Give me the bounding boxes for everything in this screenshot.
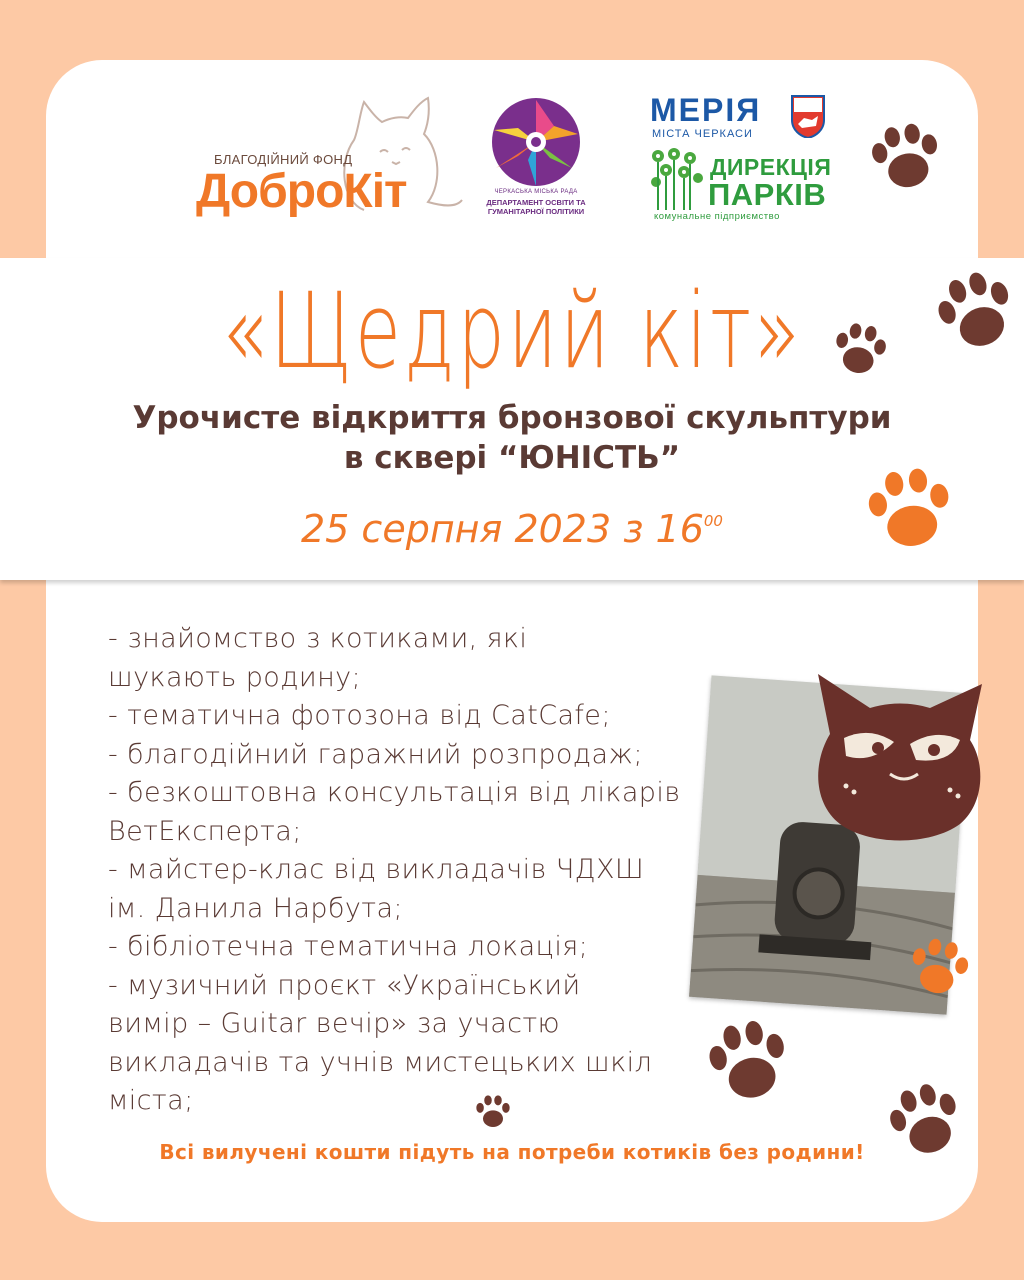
- people-circle-icon: [478, 96, 594, 188]
- program-line: викладачів та учнів мистецьких шкіл: [108, 1046, 653, 1078]
- footer-note: Всі вилучені кошти підуть на потреби котиків без родини!: [159, 1140, 865, 1164]
- paw-print-icon: [828, 318, 892, 382]
- parks-directorate: ДИРЕКЦІЯ: [710, 154, 832, 180]
- cat-face-icon: [800, 664, 996, 846]
- paw-print-icon: [860, 462, 960, 558]
- department-line1: ДЕПАРТАМЕНТ ОСВІТИ ТА: [486, 198, 586, 207]
- program-line: - благодійний гаражний розпродаж;: [108, 738, 643, 770]
- parks-title: ПАРКІВ: [708, 177, 827, 212]
- program-line: - тематична фотозона від CatCafe;: [108, 700, 611, 731]
- program-line: - бібліотечна тематична локація;: [108, 931, 589, 962]
- event-subtitle-line2: в сквері “ЮНІСТЬ”: [343, 440, 681, 476]
- meria-subtitle: МІСТА ЧЕРКАСИ: [652, 128, 753, 140]
- event-title: «Щедрий кіт»: [221, 270, 803, 392]
- program-line: шукають родину;: [108, 661, 362, 693]
- program-line: міста;: [108, 1085, 194, 1116]
- program-line: - знайомство з котиками, які: [108, 623, 528, 654]
- dobrokit-logo: [196, 92, 468, 230]
- program-line: ім. Данила Нарбута;: [108, 892, 403, 924]
- flowers-icon: [648, 148, 708, 212]
- event-date-text: 25 серпня 2023 з 16: [301, 507, 704, 551]
- paw-print-icon: [702, 1016, 796, 1110]
- program-line: - майстер-клас від викладачів ЧДХШ: [108, 854, 645, 885]
- paw-print-icon: [864, 118, 948, 196]
- program-line: - музичний проєкт «Український: [108, 969, 581, 1001]
- program-line: ВетЕксперта;: [108, 815, 302, 847]
- event-time-minutes: 00: [703, 512, 723, 530]
- program-list: [108, 620, 738, 1121]
- parks-logo: [648, 148, 838, 226]
- program-line: вимір – Guitar вечір» за участю: [108, 1008, 560, 1039]
- fund-label: БЛАГОДІЙНИЙ ФОНД: [214, 152, 353, 167]
- program-line: - безкоштовна консультація від лікарів: [108, 777, 681, 808]
- council-label: ЧЕРКАСЬКА МІСЬКА РАДА: [494, 189, 578, 195]
- department-label: [478, 198, 594, 216]
- paw-print-icon: [932, 268, 1022, 358]
- coat-of-arms-icon: [790, 94, 826, 138]
- department-line2: ГУМАНІТАРНОЇ ПОЛІТИКИ: [487, 207, 585, 216]
- meria-logo: [648, 92, 838, 142]
- meria-title: МЕРІЯ: [650, 92, 762, 128]
- paw-print-icon: [472, 1092, 514, 1132]
- event-subtitle-line1: Урочисте відкриття бронзової скульптури: [132, 400, 892, 436]
- parks-enterprise: комунальне підприємство: [654, 211, 780, 222]
- paw-print-icon: [904, 934, 974, 1002]
- dobrokit-brand: ДоброКіт: [196, 165, 407, 218]
- education-department-logo: [478, 96, 594, 228]
